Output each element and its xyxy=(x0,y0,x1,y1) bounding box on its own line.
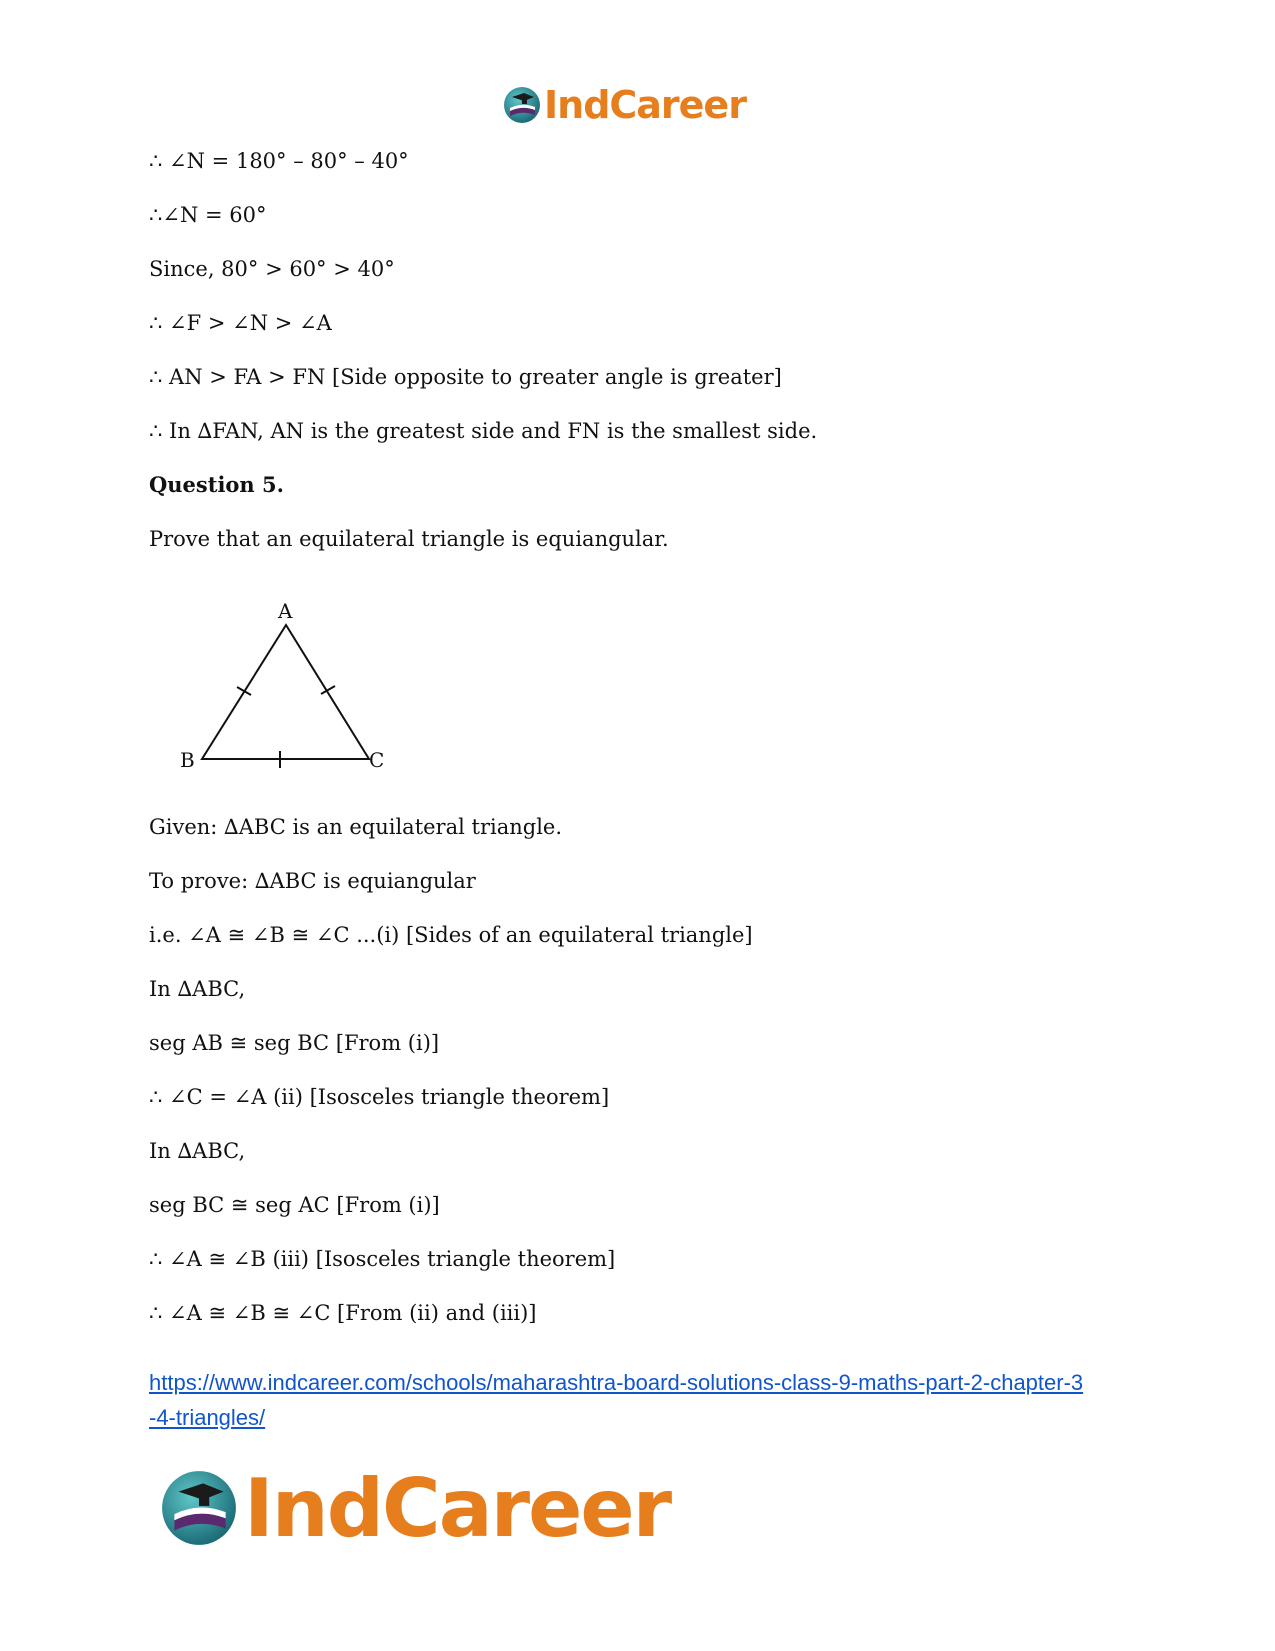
brand-name: IndCareer xyxy=(544,83,746,127)
solution-line: ∴ In ∆FAN, AN is the greatest side and FN is the smallest side. xyxy=(149,419,818,443)
vertex-label-c: C xyxy=(369,748,385,772)
proof-line: seg BC ≅ seg AC [From (i)] xyxy=(149,1193,440,1217)
proof-line: ∴ ∠A ≅ ∠B (iii) [Isosceles triangle theorem] xyxy=(149,1247,616,1271)
proof-line: To prove: ∆ABC is equiangular xyxy=(149,869,476,893)
source-link-line2[interactable]: -4-triangles/ xyxy=(149,1405,266,1430)
question-prompt: Prove that an equilateral triangle is equiangular. xyxy=(149,527,669,551)
vertex-label-b: B xyxy=(180,748,195,772)
question-heading: Question 5. xyxy=(149,472,284,497)
solution-line: ∴ AN > FA > FN [Side opposite to greater angle is greater] xyxy=(149,365,782,389)
solution-line: ∴ ∠F > ∠N > ∠A xyxy=(149,311,332,335)
solution-line: ∴ ∠N = 180° – 80° – 40° xyxy=(149,149,409,173)
proof-line: In ∆ABC, xyxy=(149,1139,246,1163)
footer-logo xyxy=(158,1462,670,1554)
brand-name: IndCareer xyxy=(244,1461,671,1555)
vertex-label-a: A xyxy=(278,599,293,623)
globe-book-icon xyxy=(158,1467,240,1549)
proof-line: seg AB ≅ seg BC [From (i)] xyxy=(149,1031,440,1055)
solution-line: ∴∠N = 60° xyxy=(149,203,267,227)
proof-line: Given: ∆ABC is an equilateral triangle. xyxy=(149,815,563,839)
proof-line: ∴ ∠C = ∠A (ii) [Isosceles triangle theorem] xyxy=(149,1085,610,1109)
header-logo xyxy=(502,80,746,130)
triangle-abc xyxy=(202,625,369,759)
proof-line: ∴ ∠A ≅ ∠B ≅ ∠C [From (ii) and (iii)] xyxy=(149,1301,537,1325)
proof-line: i.e. ∠A ≅ ∠B ≅ ∠C ...(i) [Sides of an equilateral triangle] xyxy=(149,923,753,947)
equilateral-triangle-figure xyxy=(176,598,396,780)
globe-book-icon xyxy=(502,85,542,125)
proof-line: In ∆ABC, xyxy=(149,977,246,1001)
source-link[interactable] xyxy=(149,1365,1149,1435)
source-link-line1[interactable]: https://www.indcareer.com/schools/maharashtra-board-solutions-class-9-maths-part-2-chapter-3 xyxy=(149,1370,1084,1395)
solution-line: Since, 80° > 60° > 40° xyxy=(149,257,395,281)
